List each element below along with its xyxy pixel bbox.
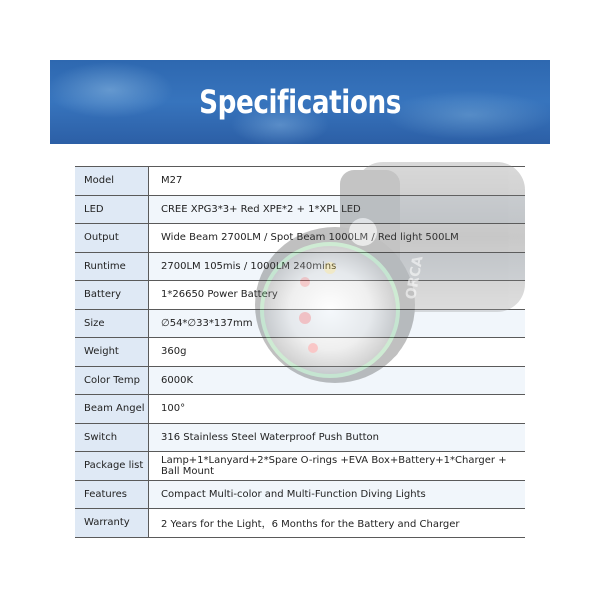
spec-row-led	[75, 195, 525, 224]
spec-label: Features	[75, 480, 149, 509]
spec-value: 2 Years for the Light，6 Months for the Battery and Charger	[149, 509, 526, 538]
spec-label: Size	[75, 309, 149, 338]
spec-value: Lamp+1*Lanyard+2*Spare O-rings +EVA Box+Battery+1*Charger + Ball Mount	[149, 452, 526, 481]
spec-value: 1*26650 Power Battery	[149, 281, 526, 310]
spec-label: Weight	[75, 338, 149, 367]
spec-label: Model	[75, 167, 149, 196]
spec-row-size	[75, 309, 525, 338]
spec-value: Compact Multi-color and Multi-Function Diving Lights	[149, 480, 526, 509]
spec-row-weight	[75, 338, 525, 367]
spec-value: 100°	[149, 395, 526, 424]
spec-label: Beam Angel	[75, 395, 149, 424]
spec-row-model	[75, 167, 525, 196]
spec-table	[75, 166, 525, 538]
spec-row-beam-angle	[75, 395, 525, 424]
spec-row-package-list	[75, 452, 525, 481]
spec-value: 316 Stainless Steel Waterproof Push Button	[149, 423, 526, 452]
orca-logo: ORCA	[403, 254, 427, 301]
spec-label: Warranty	[75, 509, 149, 538]
banner-title: Specifications	[199, 83, 401, 121]
spec-row-warranty	[75, 509, 525, 538]
spec-table-wrapper	[75, 166, 525, 538]
spec-value: CREE XPG3*3+ Red XPE*2 + 1*XPL LED	[149, 195, 526, 224]
spec-label: Color Temp	[75, 366, 149, 395]
spec-label: Battery	[75, 281, 149, 310]
spec-row-color-temp	[75, 366, 525, 395]
specifications-banner	[50, 60, 550, 144]
spec-value: 360g	[149, 338, 526, 367]
spec-row-battery	[75, 281, 525, 310]
spec-value: 2700LM 105mis / 1000LM 240mins	[149, 252, 526, 281]
spec-label: Switch	[75, 423, 149, 452]
spec-value: Wide Beam 2700LM / Spot Beam 1000LM / Red light 500LM	[149, 224, 526, 253]
spec-row-output	[75, 224, 525, 253]
spec-value: 6000K	[149, 366, 526, 395]
spec-value: M27	[149, 167, 526, 196]
spec-label: Output	[75, 224, 149, 253]
spec-label: Package list	[75, 452, 149, 481]
spec-value: ∅54*∅33*137mm	[149, 309, 526, 338]
spec-row-features	[75, 480, 525, 509]
spec-row-runtime	[75, 252, 525, 281]
spec-label: LED	[75, 195, 149, 224]
spec-row-switch	[75, 423, 525, 452]
spec-label: Runtime	[75, 252, 149, 281]
